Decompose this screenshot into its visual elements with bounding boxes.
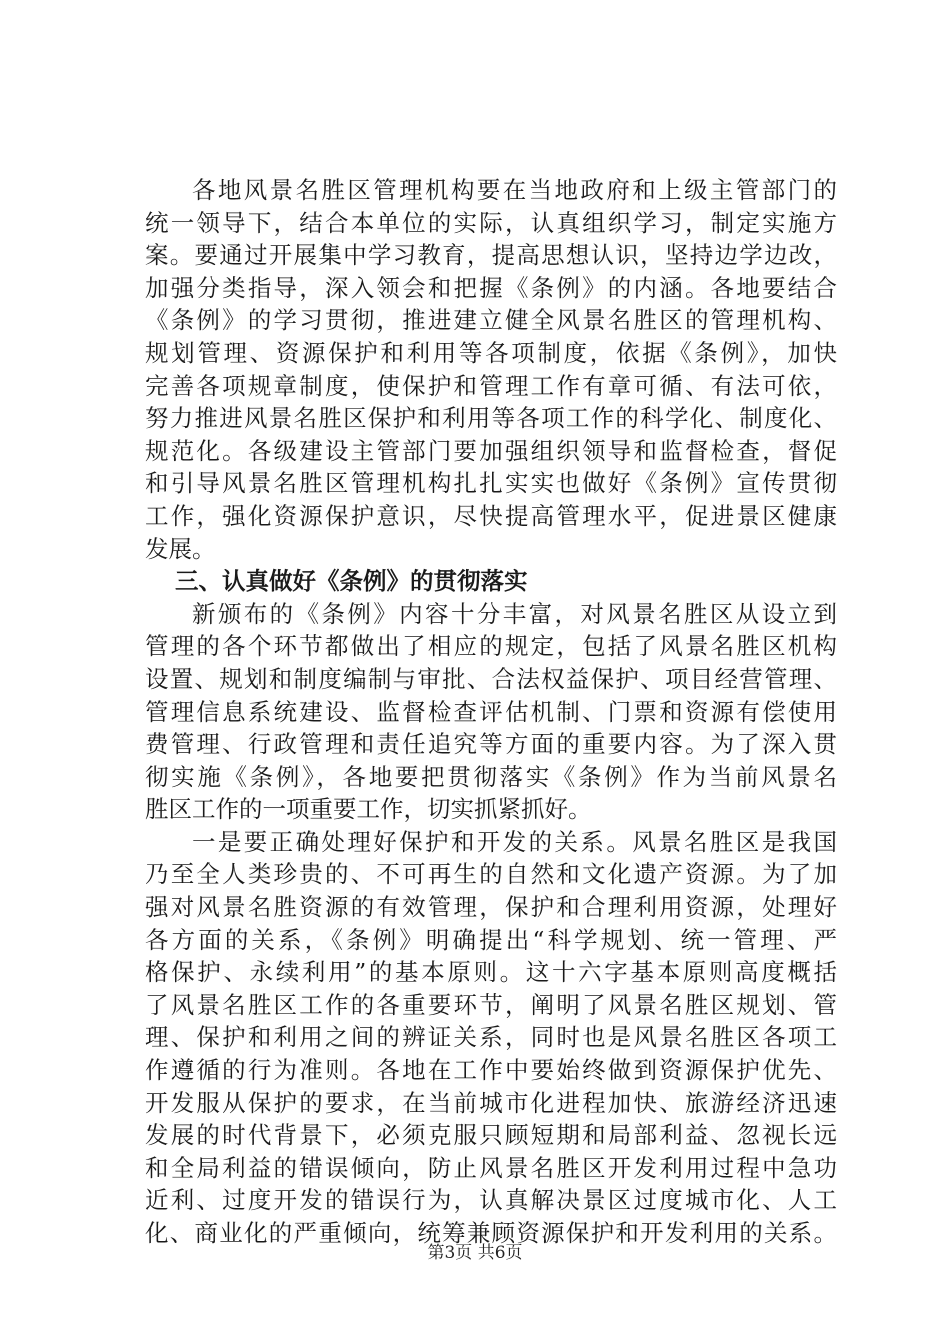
text-line: 近利、过度开发的错误行为，认真解决景区过度城市化、人工 xyxy=(145,1186,837,1215)
paragraph-1 xyxy=(145,174,837,565)
text-line: 胜区工作的一项重要工作，切实抓紧抓好。 xyxy=(145,795,592,824)
paragraph-2 xyxy=(145,598,837,826)
text-line: 完善各项规章制度，使保护和管理工作有章可循、有法可依， xyxy=(145,371,837,400)
text-line: 案。要通过开展集中学习教育，提高思想认识，坚持边学边改， xyxy=(145,241,837,270)
text-line: 管理信息系统建设、监督检查评估机制、门票和资源有偿使用 xyxy=(145,697,837,726)
text-line: 和全局利益的错误倾向，防止风景名胜区开发利用过程中急功 xyxy=(145,1153,837,1182)
section-heading: 三、认真做好《条例》的贯彻落实 xyxy=(175,567,528,596)
text-line: 了风景名胜区工作的各重要环节，阐明了风景名胜区规划、管 xyxy=(145,990,837,1019)
text-line: 规范化。各级建设主管部门要加强组织领导和监督检查，督促 xyxy=(145,436,837,465)
text-line: 新颁布的《条例》内容十分丰富，对风景名胜区从设立到 xyxy=(192,599,837,628)
text-line: 彻实施《条例》，各地要把贯彻落实《条例》作为当前风景名 xyxy=(145,762,837,791)
text-line: 理、保护和利用之间的辨证关系，同时也是风景名胜区各项工 xyxy=(145,1023,837,1052)
text-line: 规划管理、资源保护和利用等各项制度，依据《条例》，加快 xyxy=(145,338,837,367)
text-line: 和引导风景名胜区管理机构扎扎实实也做好《条例》宣传贯彻 xyxy=(145,469,837,498)
paragraph-3 xyxy=(145,826,837,1250)
text-line: 化、商业化的严重倾向，统筹兼顾资源保护和开发利用的关系。 xyxy=(145,1219,837,1247)
text-line: 设置、规划和制度编制与审批、合法权益保护、项目经营管理、 xyxy=(145,664,837,693)
text-line: 管理的各个环节都做出了相应的规定，包括了风景名胜区机构 xyxy=(145,632,837,661)
text-line: 费管理、行政管理和责任追究等方面的重要内容。为了深入贯 xyxy=(145,730,837,759)
text-line: 强对风景名胜资源的有效管理，保护和合理利用资源，处理好 xyxy=(145,893,837,922)
page-number: 第3页 共6页 xyxy=(427,1243,523,1263)
text-line: 加强分类指导，深入领会和把握《条例》的内涵。各地要结合 xyxy=(145,273,837,302)
text-line: 《条例》的学习贯彻，推进建立健全风景名胜区的管理机构、 xyxy=(145,306,837,335)
text-line: 努力推进风景名胜区保护和利用等各项工作的科学化、制度化、 xyxy=(145,404,837,433)
text-line: 开发服从保护的要求，在当前城市化进程加快、旅游经济迅速 xyxy=(145,1088,837,1117)
document-body xyxy=(145,174,837,1250)
text-line: 各地风景名胜区管理机构要在当地政府和上级主管部门的 xyxy=(192,176,837,204)
text-line: 发展的时代背景下，必须克服只顾短期和局部利益、忽视长远 xyxy=(145,1121,837,1150)
text-line: 格保护、永续利用”的基本原则。这十六字基本原则高度概括 xyxy=(145,958,837,987)
text-line: 各方面的关系，《条例》明确提出“科学规划、统一管理、严 xyxy=(145,925,837,954)
text-line: 统一领导下，结合本单位的实际，认真组织学习，制定实施方 xyxy=(145,208,837,237)
text-line: 作遵循的行为准则。各地在工作中要始终做到资源保护优先、 xyxy=(145,1056,837,1085)
text-line: 工作，强化资源保护意识，尽快提高管理水平，促进景区健康 xyxy=(145,501,837,530)
text-line: 一是要正确处理好保护和开发的关系。风景名胜区是我国 xyxy=(192,827,837,856)
text-line: 发展。 xyxy=(145,534,216,563)
text-line: 乃至全人类珍贵的、不可再生的自然和文化遗产资源。为了加 xyxy=(145,860,837,889)
